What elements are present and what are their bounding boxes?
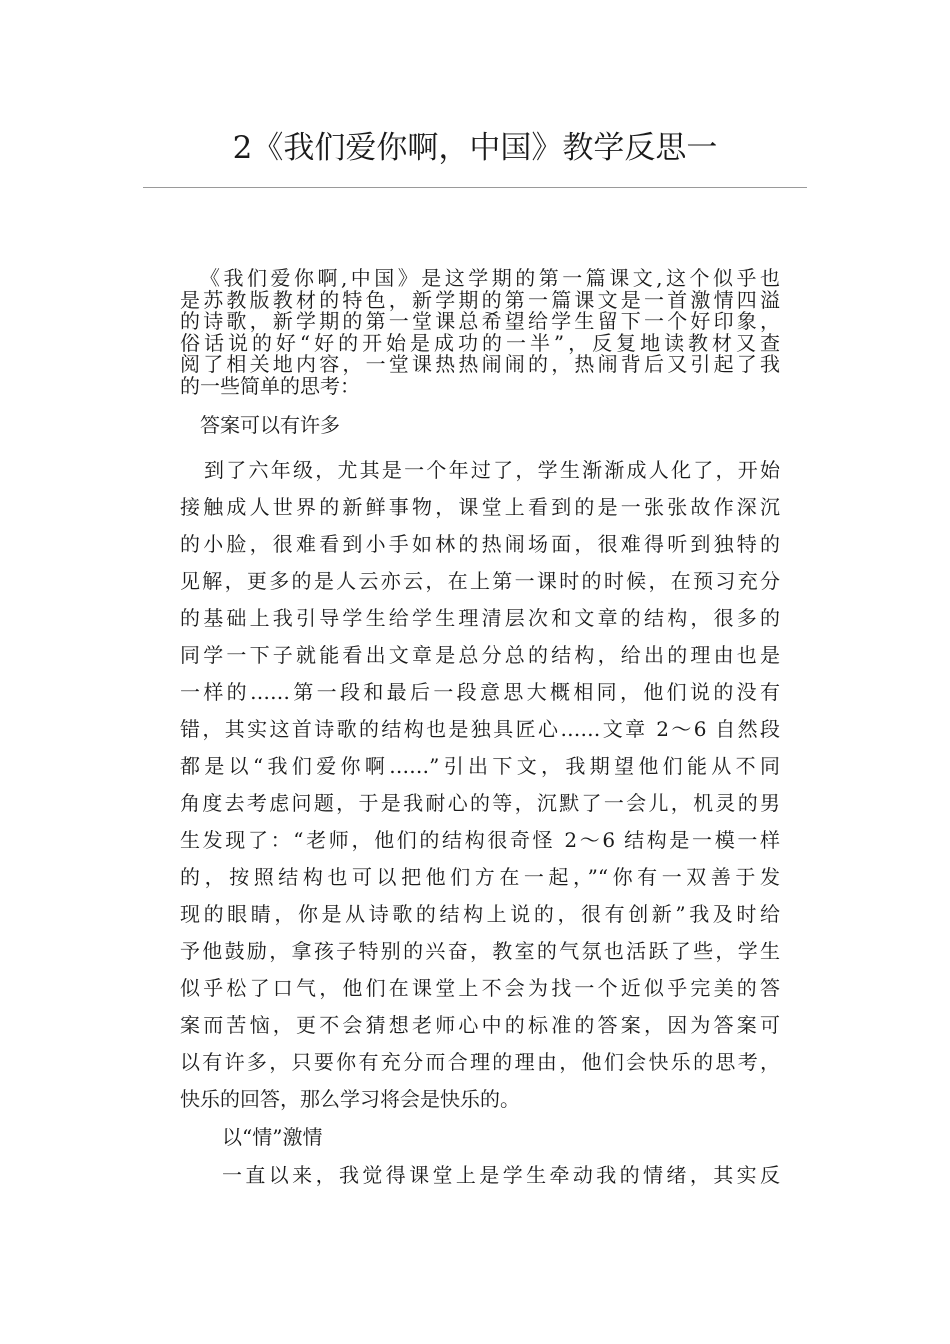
paragraph-line: 的，按照结构也可以把他们方在一起，”“你有一双善于发 — [180, 865, 780, 889]
intro-paragraph — [180, 268, 780, 397]
section1-paragraph — [180, 452, 780, 1118]
paragraph-line: 的基础上我引导学生给学生理清层次和文章的结构，很多的 — [180, 606, 780, 630]
intro-line: 是苏教版教材的特色，新学期的第一篇课文是一首激情四溢 — [180, 287, 780, 312]
section2-paragraph-line: 一直以来，我觉得课堂上是学生牵动我的情绪，其实反 — [222, 1163, 780, 1187]
paragraph-line: 似乎松了口气，他们在课堂上不会为找一个近似乎完美的答 — [180, 976, 780, 1000]
paragraph-line: 错，其实这首诗歌的结构也是独具匠心……文章 2～6 自然段 — [180, 717, 780, 741]
paragraph-line: 接触成人世界的新鲜事物，课堂上看到的是一张张故作深沉 — [180, 495, 780, 519]
paragraph-line: 的小脸，很难看到小手如林的热闹场面，很难得听到独特的 — [180, 532, 780, 556]
paragraph-line: 生发现了：“老师，他们的结构很奇怪 2～6 结构是一模一样 — [180, 828, 780, 852]
intro-line: 的一些简单的思考： — [180, 373, 360, 398]
intro-line: 俗话说的好“好的开始是成功的一半”，反复地读教材又查 — [180, 330, 780, 355]
intro-line: 阅了相关地内容，一堂课热热闹闹的，热闹背后又引起了我 — [180, 352, 780, 376]
paragraph-line: 案而苦恼，更不会猜想老师心中的标准的答案，因为答案可 — [180, 1013, 780, 1037]
paragraph-line: 见解，更多的是人云亦云，在上第一课时的时候，在预习充分 — [180, 569, 780, 593]
paragraph-line: 现的眼睛，你是从诗歌的结构上说的，很有创新”我及时给 — [180, 902, 780, 926]
intro-line: 《我们爱你啊,中国》是这学期的第一篇课文,这个似乎也 — [200, 266, 780, 290]
paragraph-line: 到了六年级，尤其是一个年过了，学生渐渐成人化了，开始 — [204, 458, 780, 482]
paragraph-line: 同学一下子就能看出文章是总分总的结构，给出的理由也是 — [180, 643, 780, 667]
paragraph-line: 快乐的回答，那么学习将会是快乐的。 — [180, 1087, 520, 1111]
paragraph-line: 角度去考虑问题，于是我耐心的等，沉默了一会儿，机灵的男 — [180, 791, 780, 815]
document-title: 2《我们爱你啊，中国》教学反思一 — [232, 130, 718, 166]
paragraph-line: 予他鼓励，拿孩子特别的兴奋，教室的气氛也活跃了些，学生 — [180, 939, 780, 963]
section-heading-emotion: 以“情”激情 — [222, 1125, 323, 1149]
intro-line: 的诗歌，新学期的第一堂课总希望给学生留下一个好印象， — [180, 309, 780, 333]
title-divider — [143, 187, 807, 188]
paragraph-line: 一样的……第一段和最后一段意思大概相同，他们说的没有 — [180, 680, 780, 704]
paragraph-line: 都是以“我们爱你啊……”引出下文，我期望他们能从不同 — [180, 754, 780, 778]
section-heading-answers: 答案可以有许多 — [200, 413, 340, 437]
paragraph-line: 以有许多，只要你有充分而合理的理由，他们会快乐的思考， — [180, 1050, 780, 1074]
